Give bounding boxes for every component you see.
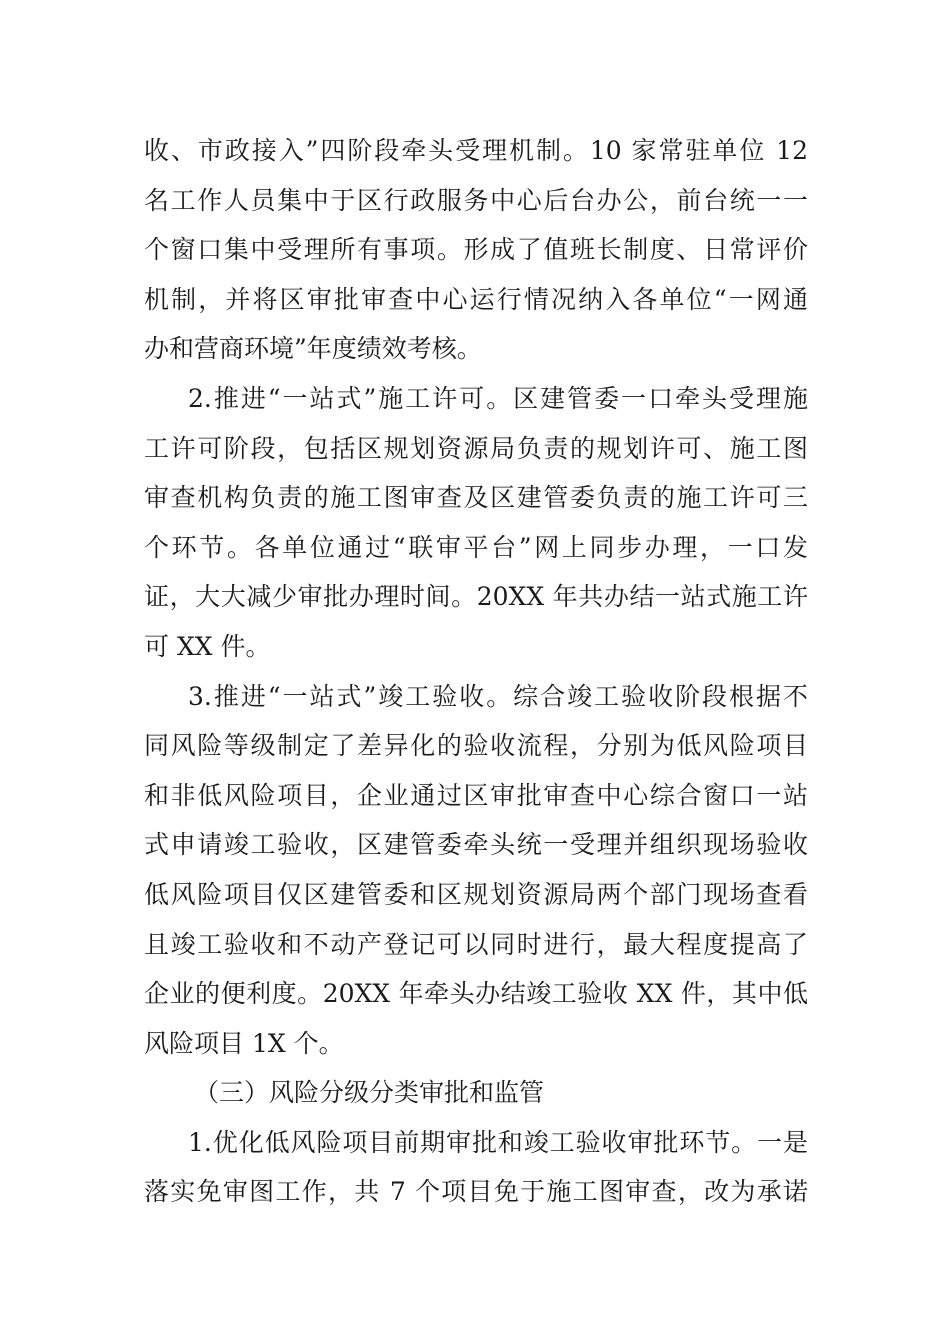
- paragraph-line: 可 XX 件。: [144, 631, 271, 661]
- paragraph-line: 且竣工验收和不动产登记可以同时进行，最大程度提高了: [144, 929, 808, 959]
- paragraph-line: 3.推进“一站式”竣工验收。综合竣工验收阶段根据不: [188, 681, 808, 711]
- paragraph-line: 证，大大减少审批办理时间。20XX 年共办结一站式施工许: [144, 582, 808, 612]
- paragraph-line: 收、市政接入”四阶段牵头受理机制。10 家常驻单位 12: [144, 136, 808, 165]
- paragraph-line: 机制，并将区审批审查中心运行情况纳入各单位“一网通: [144, 284, 808, 314]
- section-heading: （三）风险分级分类审批和监管: [194, 1078, 545, 1108]
- paragraph-line: 1.优化低风险项目前期审批和竣工验收审批环节。一是: [188, 1127, 808, 1157]
- paragraph-line: 审查机构负责的施工图审查及区建管委负责的施工许可三: [144, 483, 808, 513]
- paragraph-line: 个环节。各单位通过“联审平台”网上同步办理，一口发: [144, 532, 808, 562]
- paragraph-line: 2.推进“一站式”施工许可。区建管委一口牵头受理施: [188, 383, 808, 413]
- paragraph-line: 办和营商环境”年度绩效考核。: [144, 334, 482, 364]
- paragraph-line: 式申请竣工验收，区建管委牵头统一受理并组织现场验收: [144, 830, 808, 860]
- paragraph-line: 和非低风险项目，企业通过区审批审查中心综合窗口一站: [144, 780, 808, 810]
- paragraph-line: 低风险项目仅区建管委和区规划资源局两个部门现场查看: [144, 879, 808, 909]
- document-body: [144, 126, 808, 1217]
- paragraph-line: 落实免审图工作，共 7 个项目免于施工图审查，改为承诺: [144, 1177, 808, 1207]
- paragraph-line: 工许可阶段，包括区规划资源局负责的规划许可、施工图: [144, 433, 808, 463]
- paragraph-line: 风险项目 1X 个。: [144, 1028, 344, 1058]
- paragraph-line: 企业的便利度。20XX 年牵头办结竣工验收 XX 件，其中低: [144, 979, 808, 1009]
- paragraph-line: 同风险等级制定了差异化的验收流程，分别为低风险项目: [144, 731, 808, 761]
- paragraph-line: 个窗口集中受理所有事项。形成了值班长制度、日常评价: [144, 235, 808, 265]
- paragraph-line: 名工作人员集中于区行政服务中心后台办公，前台统一一: [144, 185, 808, 215]
